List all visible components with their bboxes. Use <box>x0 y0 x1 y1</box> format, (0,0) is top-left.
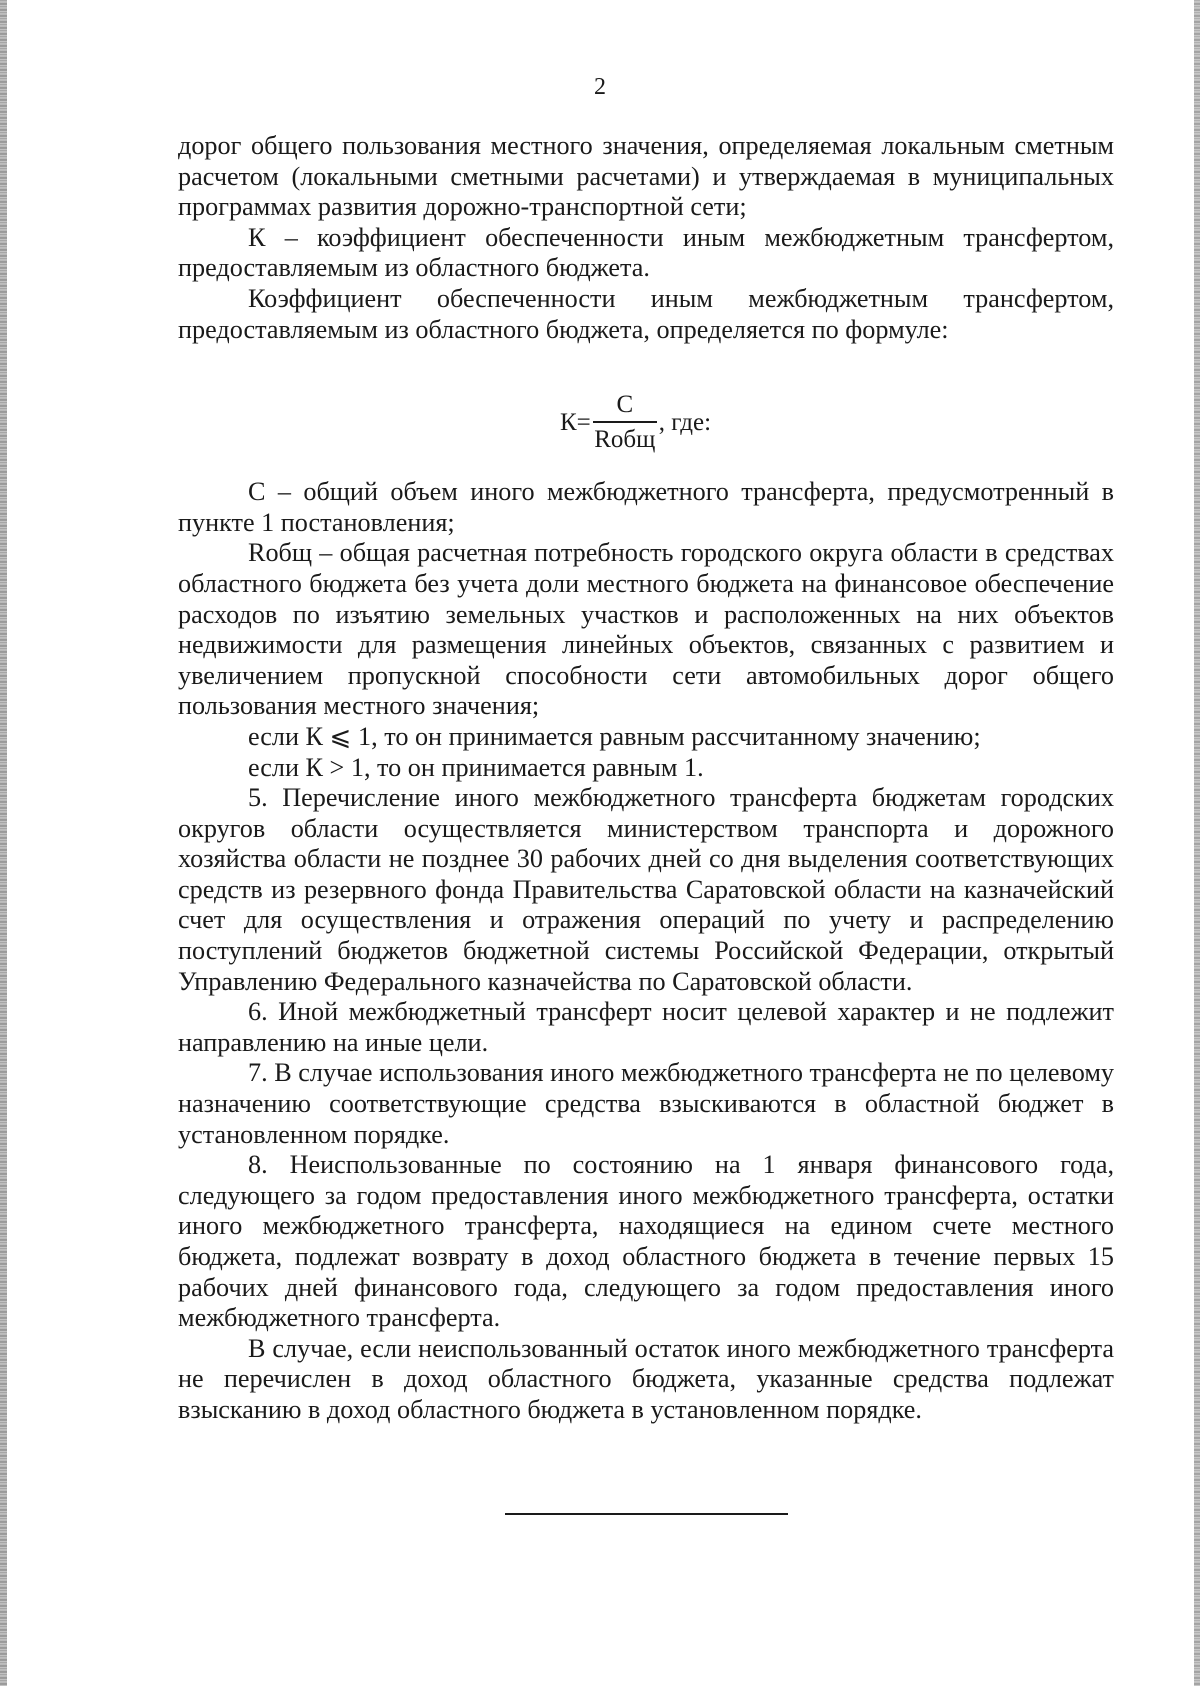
paragraph-item-6: 6. Иной межбюджетный трансферт носит целевой характер и не подлежит направлению на иные цели. <box>178 997 1114 1057</box>
paragraph-k-gt-1: если К > 1, то он принимается равным 1. <box>248 752 704 782</box>
paragraph-k-definition: К – коэффициент обеспеченности иным межбюджетным трансфертом, предоставляемым из областного бюджета. <box>178 222 1114 283</box>
page-number: 2 <box>594 74 606 100</box>
end-of-document-rule <box>505 1513 788 1515</box>
paragraph-k-formula-intro: Коэффициент обеспеченности иным межбюджетным трансфертом, предоставляемым из областного бюджета, определяется по формуле: <box>178 283 1114 344</box>
formula-suffix: , где: <box>658 408 712 436</box>
formula-fraction <box>593 391 657 455</box>
formula-numerator: С <box>593 391 657 423</box>
paragraph-unused-remainder: В случае, если неиспользованный остаток иного межбюджетного трансферта не перечислен в доход областного бюджета, указанные средства подлежат взысканию в доход областного бюджета в установленном порядке. <box>178 1333 1114 1424</box>
paragraph-item-5: 5. Перечисление иного межбюджетного трансферта бюджетам городских округов области осуществляется министерством транспорта и дорожного хозяйства области не позднее 30 рабочих дней со дня выделения соответствующих средств из резервного фонда Правительства Саратовской области на казначейский счет для осуществления и отражения операций по учету и распределению поступлений бюджетов бюджетной системы Российской Федерации, открытый Управлению Федерального казначейства по Саратовской области. <box>178 783 1114 996</box>
paragraph-item-8: 8. Неиспользованные по состоянию на 1 января финансового года, следующего за годом предоставления иного межбюджетного трансферта, остатки иного межбюджетного трансферта, находящиеся на едином счете местного бюджета, подлежат возврату в доход областного бюджета в течение первых 15 рабочих дней финансового года, следующего за годом предоставления иного межбюджетного трансферта. <box>178 1150 1114 1333</box>
scan-edge-right <box>1194 0 1200 1686</box>
paragraph-road-cost: дорог общего пользования местного значения, определяемая локальным сметным расчетом (локальными сметными расчетами) и утверждаемая в муниципальных программах развития дорожно-транспортной сети; <box>178 131 1114 222</box>
document-body <box>178 131 1114 1426</box>
paragraph-r-definition: Rобщ – общая расчетная потребность городского округа области в средствах областного бюджета без учета доли местного бюджета на финансовое обеспечение расходов по изъятию земельных участков и расположенных на них объектов недвижимости для размещения линейных объектов, связанных с развитием и увеличением пропускной способности сети автомобильных дорог общего пользования местного значения; <box>178 538 1114 721</box>
paragraph-c-definition: С – общий объем иного межбюджетного трансферта, предусмотренный в пункте 1 постановления; <box>178 477 1114 537</box>
formula-denominator: Rобщ <box>594 426 656 454</box>
paragraph-item-7: 7. В случае использования иного межбюджетного трансферта не по целевому назначению соответствующие средства взыскиваются в областной бюджет в установленном порядке. <box>178 1058 1114 1149</box>
formula-lhs: К= <box>560 408 591 436</box>
paragraph-k-le-1: если К ⩽ 1, то он принимается равным рассчитанному значению; <box>248 721 981 751</box>
scan-edge-left <box>0 0 7 1686</box>
formula-k <box>178 345 1114 477</box>
